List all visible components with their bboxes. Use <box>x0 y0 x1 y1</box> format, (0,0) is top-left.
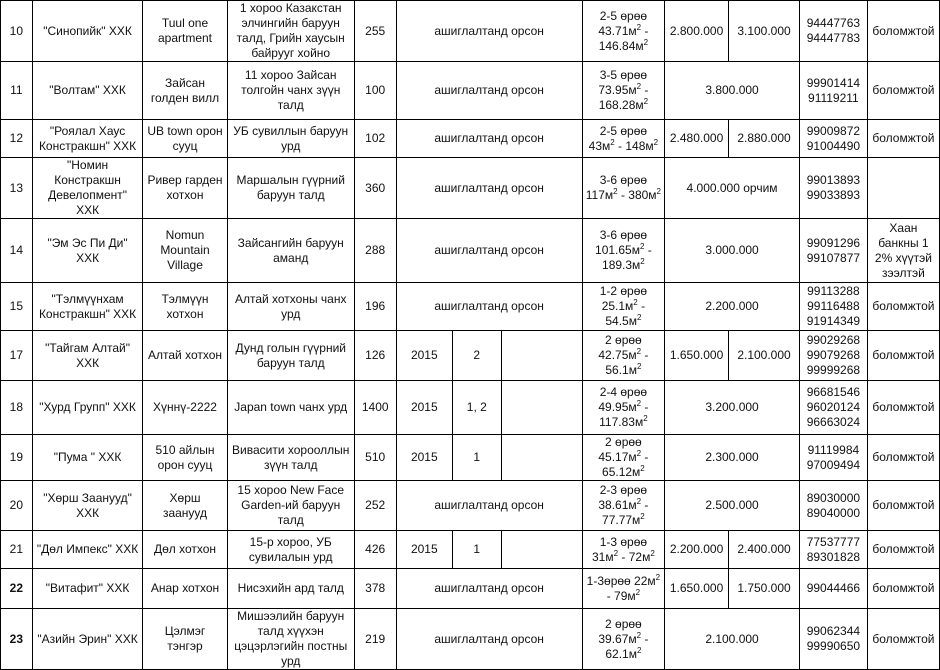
apartment-count: 196 <box>354 283 396 331</box>
status <box>501 331 582 381</box>
company-name: "Номин Констракшн Девелопмент" ХХК <box>32 158 143 219</box>
phone: 99113288 99116488 91914349 <box>799 283 867 331</box>
row-number: 13 <box>1 158 33 219</box>
project-name: Дөл хотхон <box>143 531 227 569</box>
financing-note: боломжтой <box>867 531 939 569</box>
table-row <box>1 381 940 435</box>
table-row <box>1 331 940 381</box>
project-name: Алтай хотхон <box>143 331 227 381</box>
company-name: "Пума " ХХК <box>32 435 143 481</box>
status: ашиглалтанд орсон <box>396 481 582 531</box>
company-name: "Тайгам Алтай" ХХК <box>32 331 143 381</box>
row-number: 10 <box>1 1 33 62</box>
apartment-count: 510 <box>354 435 396 481</box>
table-row <box>1 158 940 219</box>
completion-year: 2015 <box>396 331 453 381</box>
table-row <box>1 609 940 670</box>
table-row <box>1 531 940 569</box>
phone: 94447763 94447783 <box>799 1 867 62</box>
location: УБ сувиллын баруун урд <box>227 120 354 158</box>
table-row <box>1 62 940 120</box>
unit-area: 1-3өрөө $22м^2 - 79м^2$ <box>582 569 664 609</box>
price: 3.000.000 <box>665 219 800 283</box>
location: 11 хороо Зайсан толгойн чанх зүүн талд <box>227 62 354 120</box>
status: ашиглалтанд орсон <box>396 569 582 609</box>
project-name: UB town орон сууц <box>143 120 227 158</box>
unit-area: 2 өрөө $39.67м^2 - 62.1м^2$ <box>582 609 664 670</box>
phone: 89030000 89040000 <box>799 481 867 531</box>
table-body <box>1 1 940 670</box>
company-name: "Тэлмүүнхам Констракшн" ХХК <box>32 283 143 331</box>
row-number: 18 <box>1 381 33 435</box>
project-name: Хүннү-2222 <box>143 381 227 435</box>
project-name: Хөрш заанууд <box>143 481 227 531</box>
project-name: Анар хотхон <box>143 569 227 609</box>
location: Дунд голын гүүрний баруун талд <box>227 331 354 381</box>
company-name: "Роялал Хаус Констракшн" ХХК <box>32 120 143 158</box>
phone: 96681546 96020124 96663024 <box>799 381 867 435</box>
apartment-count: 219 <box>354 609 396 670</box>
location: Вивасити хорооллын зүүн талд <box>227 435 354 481</box>
company-name: "Дөл Импекс" ХХК <box>32 531 143 569</box>
table-row <box>1 1 940 62</box>
apartment-count: 360 <box>354 158 396 219</box>
project-name: Тэлмүүн хотхон <box>143 283 227 331</box>
unit-area: 3-6 өрөө $117м^2 - 380м^2$ <box>582 158 664 219</box>
project-name: Цэлмэг тэнгэр <box>143 609 227 670</box>
location: Алтай хотхоны чанх урд <box>227 283 354 331</box>
phone: 99091296 99107877 <box>799 219 867 283</box>
location: 1 хороо Казакстан элчингийн баруун талд, Грийн хаусын байрууг хойно <box>227 1 354 62</box>
price-max: 3.100.000 <box>729 1 800 62</box>
row-number: 12 <box>1 120 33 158</box>
row-number: 17 <box>1 331 33 381</box>
location: Japan town чанх урд <box>227 381 354 435</box>
apartment-count: 252 <box>354 481 396 531</box>
price-max: 2.100.000 <box>729 331 800 381</box>
status: ашиглалтанд орсон <box>396 62 582 120</box>
phone: 91119984 97009494 <box>799 435 867 481</box>
stage: 1 <box>453 435 501 481</box>
status: ашиглалтанд орсон <box>396 609 582 670</box>
completion-year: 2015 <box>396 531 453 569</box>
unit-area: 2 өрөө $42.75м^2 - 56.1м^2$ <box>582 331 664 381</box>
price: 3.200.000 <box>665 381 800 435</box>
completion-year: 2015 <box>396 381 453 435</box>
price: 4.000.000 орчим <box>665 158 800 219</box>
phone: 99009872 91004490 <box>799 120 867 158</box>
status <box>501 531 582 569</box>
row-number: 23 <box>1 609 33 670</box>
table-row <box>1 120 940 158</box>
unit-area: 1-3 өрөө $31м^2 - 72м^2$ <box>582 531 664 569</box>
financing-note: боломжтой <box>867 381 939 435</box>
location: Нисэхийн ард талд <box>227 569 354 609</box>
apartment-count: 100 <box>354 62 396 120</box>
price: 2.200.000 <box>665 283 800 331</box>
financing-note: боломжтой <box>867 62 939 120</box>
price-min: 1.650.000 <box>665 569 729 609</box>
financing-note: Хаан банкны 1 2% хүүтэй зээлтэй <box>867 219 939 283</box>
price-min: 2.200.000 <box>665 531 729 569</box>
phone: 99013893 99033893 <box>799 158 867 219</box>
row-number: 21 <box>1 531 33 569</box>
completion-year: 2015 <box>396 435 453 481</box>
price: 2.100.000 <box>665 609 800 670</box>
unit-area: 2-5 өрөө $43.71м^2 - 146.84м^2$ <box>582 1 664 62</box>
apartment-count: 288 <box>354 219 396 283</box>
financing-note: боломжтой <box>867 283 939 331</box>
phone: 99029268 99079268 99999268 <box>799 331 867 381</box>
price-max: 2.400.000 <box>729 531 800 569</box>
row-number: 22 <box>1 569 33 609</box>
unit-area: 2-3 өрөө $38.61м^2 - 77.77м^2$ <box>582 481 664 531</box>
apartment-count: 255 <box>354 1 396 62</box>
apartment-count: 426 <box>354 531 396 569</box>
price: 3.800.000 <box>665 62 800 120</box>
table-row <box>1 481 940 531</box>
financing-note: боломжтой <box>867 609 939 670</box>
location: Зайсангийн баруун аманд <box>227 219 354 283</box>
price: 2.300.000 <box>665 435 800 481</box>
price-min: 2.480.000 <box>665 120 729 158</box>
financing-note: боломжтой <box>867 331 939 381</box>
unit-area: 2-4 өрөө $49.95м^2 - 117.83м^2$ <box>582 381 664 435</box>
apartment-count: 102 <box>354 120 396 158</box>
apartment-count: 126 <box>354 331 396 381</box>
status <box>501 435 582 481</box>
unit-area: 3-5 өрөө $73.95м^2 - 168.28м^2$ <box>582 62 664 120</box>
project-name: Tuul one apartment <box>143 1 227 62</box>
stage: 2 <box>453 331 501 381</box>
apartment-count: 1400 <box>354 381 396 435</box>
row-number: 14 <box>1 219 33 283</box>
status <box>501 381 582 435</box>
phone: 99044466 <box>799 569 867 609</box>
company-name: "Хурд Групп" ХХК <box>32 381 143 435</box>
apartment-count: 378 <box>354 569 396 609</box>
price-max: 2.880.000 <box>729 120 800 158</box>
row-number: 20 <box>1 481 33 531</box>
table-row <box>1 569 940 609</box>
location: 15-р хороо, УБ сувилалын урд <box>227 531 354 569</box>
financing-note: боломжтой <box>867 120 939 158</box>
unit-area: 3-6 өрөө $101.65м^2 - 189.3м^2$ <box>582 219 664 283</box>
company-name: "Эм Эс Пи Ди" ХХК <box>32 219 143 283</box>
project-name: 510 айлын орон сууц <box>143 435 227 481</box>
location: Мишээлийн баруун талд хүүхэн цэцэрлэгийн постны урд <box>227 609 354 670</box>
table-row <box>1 219 940 283</box>
price: 2.500.000 <box>665 481 800 531</box>
financing-note: боломжтой <box>867 435 939 481</box>
status: ашиглалтанд орсон <box>396 120 582 158</box>
phone: 99062344 99990650 <box>799 609 867 670</box>
row-number: 15 <box>1 283 33 331</box>
table-row <box>1 435 940 481</box>
stage: 1, 2 <box>453 381 501 435</box>
project-name: Зайсан голден вилл <box>143 62 227 120</box>
project-name: Nomun Mountain Village <box>143 219 227 283</box>
table-row <box>1 283 940 331</box>
project-name: Ривер гарден хотхон <box>143 158 227 219</box>
status: ашиглалтанд орсон <box>396 219 582 283</box>
financing-note: боломжтой <box>867 481 939 531</box>
row-number: 11 <box>1 62 33 120</box>
unit-area: 2-5 өрөө $43м^2 - 148м^2$ <box>582 120 664 158</box>
phone: 99901414 91119211 <box>799 62 867 120</box>
company-name: "Хөрш Заанууд" ХХК <box>32 481 143 531</box>
price-min: 2.800.000 <box>665 1 729 62</box>
unit-area: 2 өрөө $45.17м^2 - 65.12м^2$ <box>582 435 664 481</box>
location: 15 хороо New Face Garden-ий баруун талд <box>227 481 354 531</box>
unit-area: 1-2 өрөө $25.1м^2 - 54.5м^2$ <box>582 283 664 331</box>
location: Маршалын гүүрний баруун талд <box>227 158 354 219</box>
company-name: "Волтам" ХХК <box>32 62 143 120</box>
status: ашиглалтанд орсон <box>396 283 582 331</box>
company-name: "Синопийк" ХХК <box>32 1 143 62</box>
company-name: "Азийн Эрин" ХХК <box>32 609 143 670</box>
price-max: 1.750.000 <box>729 569 800 609</box>
financing-note: боломжтой <box>867 1 939 62</box>
financing-note <box>867 158 939 219</box>
row-number: 19 <box>1 435 33 481</box>
status: ашиглалтанд орсон <box>396 1 582 62</box>
stage: 1 <box>453 531 501 569</box>
status: ашиглалтанд орсон <box>396 158 582 219</box>
phone: 77537777 89301828 <box>799 531 867 569</box>
company-name: "Витафит" ХХК <box>32 569 143 609</box>
price-min: 1.650.000 <box>665 331 729 381</box>
financing-note: боломжтой <box>867 569 939 609</box>
